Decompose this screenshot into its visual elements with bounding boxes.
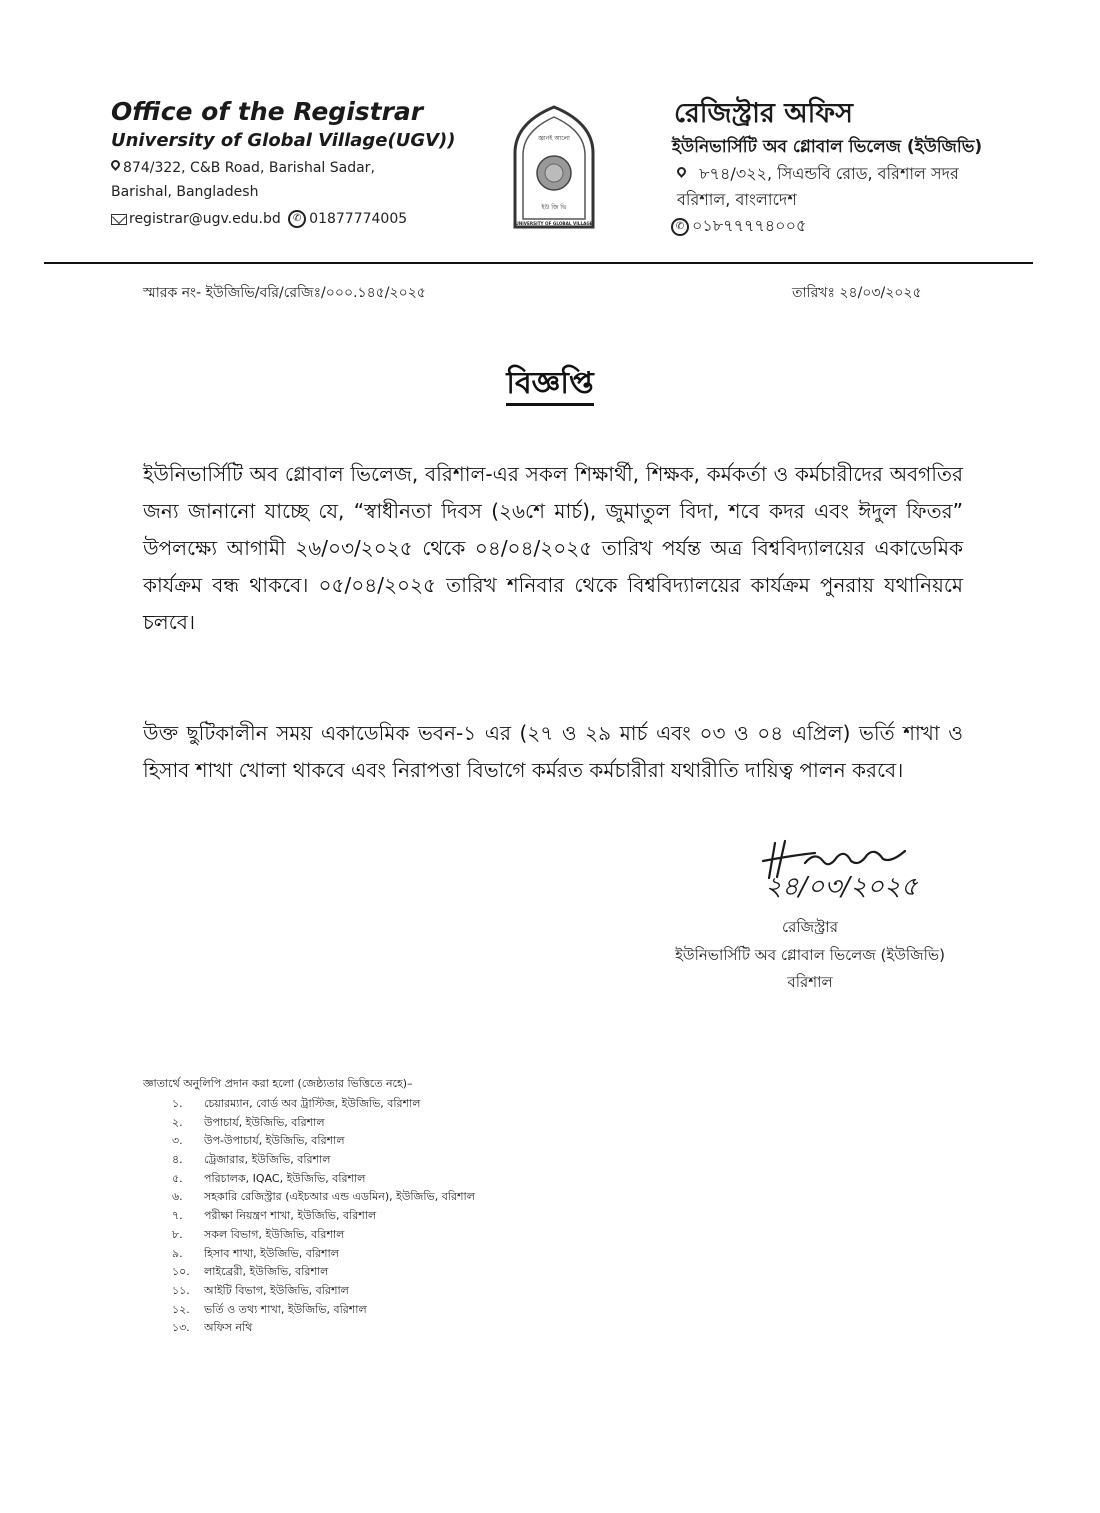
address-line-1-en xyxy=(111,160,375,176)
list-item: ১২. ভর্তি ও তথ্য শাখা, ইউজিভি, বরিশাল xyxy=(172,1302,367,1316)
university-logo xyxy=(509,103,599,231)
list-item: ৭. পরীক্ষা নিয়ন্ত্রণ শাখা, ইউজিভি, বরিশাল xyxy=(172,1209,377,1223)
phone-icon: ✆ xyxy=(671,218,689,236)
handwritten-signature xyxy=(755,833,955,903)
address-text-1: 874/322, C&B Road, Barishal Sadar, xyxy=(123,160,375,176)
contact-line-bn xyxy=(668,213,806,240)
location-pin-icon xyxy=(677,167,686,179)
notice-paragraph-1: ইউনিভার্সিটি অব গ্লোবাল ভিলেজ, বরিশাল-এর সকল শিক্ষার্থী, শিক্ষক, কর্মকর্তা ও কর্মচারীদের অবগতির জন্য জানানো যাচ্ছে যে, “স্বাধীনতা দিবস (২৬শে মার্চ), জুমাতুল বিদা, শবে কদর এবং ঈদুল ফিতর” উপলক্ষ্যে আগামী ২৬/০৩/২০২৫ থেকে ০৪/০৪/২০২৫ তারিখ পর্যন্ত অত্র বিশ্ববিদ্যালয়ের একাডেমিক কার্যক্রম বন্ধ থাকবে। ০৫/০৪/২০২৫ তারিখ শনিবার থেকে বিশ্ববিদ্যালয়ের কার্যক্রম পুনরায় যথানিয়মে চলবে। xyxy=(143,462,963,634)
office-title-en: Office of the Registrar xyxy=(111,97,424,126)
list-item: ৫. পরিচালক, IQAC, ইউজিভি, বরিশাল xyxy=(172,1171,366,1185)
university-name-en: University of Global Village(UGV)) xyxy=(111,130,456,151)
memo-reference: স্মারক নং- ইউজিভি/বরি/রেজিঃ/০০০.১৪৫/২০২৫ xyxy=(143,285,426,301)
address-text-1-bn: ৮৭৪/৩২২, সিএন্ডবি রোড, বরিশাল সদর xyxy=(699,164,959,183)
phone-icon: ✆ xyxy=(288,210,306,228)
logo-caption: UNIVERSITY OF GLOBAL VILLAGE xyxy=(515,221,593,226)
list-item: ৯. হিসাব শাখা, ইউজিভি, বরিশাল xyxy=(172,1246,339,1260)
copy-distribution-heading: জ্ঞাতার্থে অনুলিপি প্রদান করা হলো (জেষ্ঠ্যতার ভিত্তিতে নহে)– xyxy=(143,1077,413,1090)
address-line-1-bn xyxy=(677,161,959,188)
list-item: ১০. লাইব্রেরী, ইউজিভি, বরিশাল xyxy=(172,1265,329,1279)
university-name-bn: ইউনিভার্সিটি অব গ্লোবাল ভিলেজ (ইউজিভি) xyxy=(672,137,983,157)
address-line-2-bn: বরিশাল, বাংলাদেশ xyxy=(677,190,797,209)
list-item: ৬. সহকারি রেজিস্ট্রার (এইচআর এন্ড এডমিন), ইউজিভি, বরিশাল xyxy=(172,1190,475,1204)
email-icon xyxy=(111,214,127,225)
phone-text-bn: ০১৮৭৭৭৭৪০০৫ xyxy=(692,216,807,235)
memo-date: তারিখঃ ২৪/০৩/২০২৫ xyxy=(792,285,922,301)
signatory-designation: রেজিস্ট্রার xyxy=(781,918,839,936)
list-item: ২. উপাচার্য, ইউজিভি, বরিশাল xyxy=(172,1115,325,1129)
list-item: ১৩. অফিস নথি xyxy=(172,1321,253,1335)
list-item: ১. চেয়ারম্যান, বোর্ড অব ট্রাস্টিজ, ইউজিভি, বরিশাল xyxy=(172,1097,421,1110)
email-text: registrar@ugv.edu.bd xyxy=(129,211,281,227)
signatory-city: বরিশাল xyxy=(787,973,833,991)
notice-title xyxy=(0,359,1100,410)
signature-date: ২৪/০৩/২০২৫ xyxy=(765,872,918,902)
office-title-bn: রেজিস্ট্রার অফিস xyxy=(674,98,853,129)
list-item: ১১. আইটি বিভাগ, ইউজিভি, বরিশাল xyxy=(172,1283,349,1297)
header-divider xyxy=(44,262,1033,264)
contact-line-en xyxy=(111,210,407,228)
phone-text-en: 01877774005 xyxy=(309,211,408,227)
logo-motto: জ্ঞানই আলো xyxy=(538,135,570,142)
address-line-2-en: Barishal, Bangladesh xyxy=(111,184,259,200)
signatory-university: ইউনিভার্সিটি অব গ্লোবাল ভিলেজ (ইউজিভি) xyxy=(675,946,945,964)
notice-paragraph-2: উক্ত ছুটিকালীন সময় একাডেমিক ভবন-১ এর (২৭ ও ২৯ মার্চ এবং ০৩ ও ০৪ এপ্রিল) ভর্তি শাখা ও হিসাব শাখা খোলা থাকবে এবং নিরাপত্তা বিভাগে কর্মরত কর্মচারীরা যথারীতি দায়িত্ব পালন করবে। xyxy=(143,721,963,782)
list-item: ৪. ট্রেজারার, ইউজিভি, বরিশাল xyxy=(172,1153,331,1167)
logo-letters: ইউ জি ভি xyxy=(541,204,567,211)
copy-distribution-list xyxy=(172,1095,475,1338)
location-pin-icon xyxy=(111,160,120,172)
notice-title-text: বিজ্ঞপ্তি xyxy=(506,366,593,406)
list-item: ৮. সকল বিভাগ, ইউজিভি, বরিশাল xyxy=(172,1227,345,1241)
list-item: ৩. উপ-উপাচার্য, ইউজিভি, বরিশাল xyxy=(172,1134,345,1148)
